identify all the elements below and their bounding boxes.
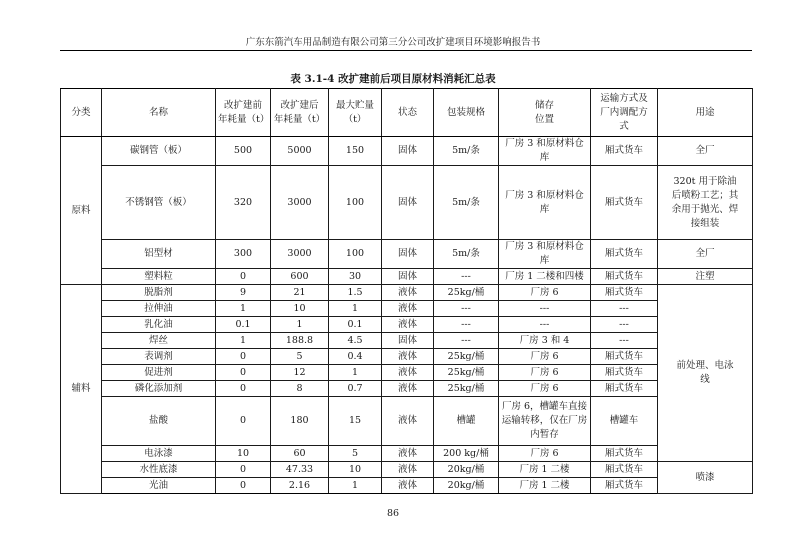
table-row	[61, 269, 753, 285]
table-row	[61, 166, 753, 240]
pack-cell: 200 kg/桶	[434, 446, 499, 462]
name-cell: 盐酸	[102, 397, 216, 446]
before-cell: 10	[216, 446, 271, 462]
location-cell: 厂房 6	[499, 446, 591, 462]
after-cell: 8	[271, 381, 329, 397]
usage-cell: 320t 用于除油 后喷粉工艺；其 余用于抛光、焊 接组装	[658, 166, 753, 240]
table-header-row	[61, 89, 753, 137]
pack-cell: 5m/条	[434, 137, 499, 166]
column-header: 包装规格	[434, 89, 499, 137]
before-cell: 0	[216, 365, 271, 381]
max-cell: 150	[329, 137, 382, 166]
state-cell: 固体	[382, 166, 434, 240]
max-cell: 30	[329, 269, 382, 285]
pack-cell: 25kg/桶	[434, 381, 499, 397]
pack-cell: 5m/条	[434, 240, 499, 269]
location-cell: 厂房 3 和原材料仓库	[499, 166, 591, 240]
transport-cell: 厢式货车	[591, 446, 658, 462]
before-cell: 0	[216, 462, 271, 478]
location-cell: 厂房 3 和原材料仓库	[499, 240, 591, 269]
max-cell: 100	[329, 166, 382, 240]
name-cell: 不锈钢管（板）	[102, 166, 216, 240]
name-cell: 乳化油	[102, 317, 216, 333]
before-cell: 500	[216, 137, 271, 166]
transport-cell: 厢式货车	[591, 381, 658, 397]
transport-cell: 厢式货车	[591, 137, 658, 166]
before-cell: 0	[216, 269, 271, 285]
state-cell: 固体	[382, 269, 434, 285]
max-cell: 15	[329, 397, 382, 446]
pack-cell: ---	[434, 269, 499, 285]
table-row	[61, 285, 753, 301]
table-row	[61, 240, 753, 269]
transport-cell: 槽罐车	[591, 397, 658, 446]
column-header: 最大贮量 （t）	[329, 89, 382, 137]
document-header: 广东东箭汽车用品制造有限公司第三分公司改扩建项目环境影响报告书	[245, 37, 541, 48]
table-caption: 表 3.1-4 改扩建前后项目原材料消耗汇总表	[290, 73, 496, 85]
name-cell: 表调剂	[102, 349, 216, 365]
state-cell: 液体	[382, 301, 434, 317]
table-row	[61, 381, 753, 397]
pack-cell: 20kg/桶	[434, 462, 499, 478]
pack-cell: 20kg/桶	[434, 478, 499, 494]
state-cell: 液体	[382, 317, 434, 333]
name-cell: 塑料粒	[102, 269, 216, 285]
transport-cell: 厢式货车	[591, 269, 658, 285]
max-cell: 1	[329, 478, 382, 494]
after-cell: 47.33	[271, 462, 329, 478]
transport-cell: ---	[591, 301, 658, 317]
pack-cell: 槽罐	[434, 397, 499, 446]
name-cell: 电泳漆	[102, 446, 216, 462]
name-cell: 铝型材	[102, 240, 216, 269]
transport-cell: ---	[591, 333, 658, 349]
column-header: 运输方式及 厂内调配方 式	[591, 89, 658, 137]
transport-cell: 厢式货车	[591, 240, 658, 269]
usage-cell: 喷漆	[658, 462, 753, 494]
max-cell: 1	[329, 301, 382, 317]
location-cell: ---	[499, 301, 591, 317]
after-cell: 188.8	[271, 333, 329, 349]
transport-cell: 厢式货车	[591, 166, 658, 240]
after-cell: 12	[271, 365, 329, 381]
name-cell: 磷化添加剂	[102, 381, 216, 397]
max-cell: 0.1	[329, 317, 382, 333]
after-cell: 1	[271, 317, 329, 333]
usage-cell: 前处理、电泳 线	[658, 285, 753, 462]
after-cell: 3000	[271, 240, 329, 269]
location-cell: 厂房 1 二楼	[499, 462, 591, 478]
location-cell: 厂房 1 二楼	[499, 478, 591, 494]
transport-cell: 厢式货车	[591, 462, 658, 478]
before-cell: 320	[216, 166, 271, 240]
pack-cell: 25kg/桶	[434, 365, 499, 381]
column-header: 改扩建后 年耗量（t）	[271, 89, 329, 137]
max-cell: 1.5	[329, 285, 382, 301]
table-row	[61, 397, 753, 446]
after-cell: 60	[271, 446, 329, 462]
table-row	[61, 478, 753, 494]
pack-cell: ---	[434, 301, 499, 317]
column-header: 状态	[382, 89, 434, 137]
state-cell: 液体	[382, 349, 434, 365]
column-header: 名称	[102, 89, 216, 137]
column-header: 储存 位置	[499, 89, 591, 137]
location-cell: ---	[499, 317, 591, 333]
max-cell: 0.4	[329, 349, 382, 365]
after-cell: 2.16	[271, 478, 329, 494]
before-cell: 1	[216, 333, 271, 349]
column-header: 改扩建前 年耗量（t）	[216, 89, 271, 137]
column-header: 分类	[61, 89, 102, 137]
name-cell: 碳钢管（板）	[102, 137, 216, 166]
after-cell: 21	[271, 285, 329, 301]
name-cell: 拉伸油	[102, 301, 216, 317]
transport-cell: 厢式货车	[591, 365, 658, 381]
location-cell: 厂房 6，槽罐车直接 运输转移，仅在厂房 内暂存	[499, 397, 591, 446]
table-row	[61, 333, 753, 349]
pack-cell: 25kg/桶	[434, 349, 499, 365]
location-cell: 厂房 3 和原材料仓库	[499, 137, 591, 166]
table-row	[61, 462, 753, 478]
table-row	[61, 317, 753, 333]
transport-cell: 厢式货车	[591, 285, 658, 301]
after-cell: 5	[271, 349, 329, 365]
usage-cell: 全厂	[658, 137, 753, 166]
materials-table	[60, 88, 753, 494]
location-cell: 厂房 6	[499, 381, 591, 397]
max-cell: 10	[329, 462, 382, 478]
table-row	[61, 137, 753, 166]
before-cell: 9	[216, 285, 271, 301]
location-cell: 厂房 6	[499, 285, 591, 301]
state-cell: 液体	[382, 446, 434, 462]
max-cell: 1	[329, 365, 382, 381]
after-cell: 3000	[271, 166, 329, 240]
name-cell: 焊丝	[102, 333, 216, 349]
after-cell: 5000	[271, 137, 329, 166]
state-cell: 液体	[382, 478, 434, 494]
category-cell: 原料	[61, 137, 102, 285]
before-cell: 300	[216, 240, 271, 269]
max-cell: 100	[329, 240, 382, 269]
location-cell: 厂房 6	[499, 349, 591, 365]
name-cell: 脱脂剂	[102, 285, 216, 301]
state-cell: 液体	[382, 381, 434, 397]
usage-cell: 全厂	[658, 240, 753, 269]
max-cell: 4.5	[329, 333, 382, 349]
column-header: 用途	[658, 89, 753, 137]
before-cell: 1	[216, 301, 271, 317]
before-cell: 0.1	[216, 317, 271, 333]
state-cell: 液体	[382, 462, 434, 478]
pack-cell: 5m/条	[434, 166, 499, 240]
transport-cell: ---	[591, 317, 658, 333]
page-number: 86	[386, 508, 400, 519]
state-cell: 固体	[382, 333, 434, 349]
name-cell: 水性底漆	[102, 462, 216, 478]
max-cell: 5	[329, 446, 382, 462]
state-cell: 液体	[382, 397, 434, 446]
state-cell: 液体	[382, 365, 434, 381]
before-cell: 0	[216, 397, 271, 446]
name-cell: 促进剂	[102, 365, 216, 381]
location-cell: 厂房 1 二楼和四楼	[499, 269, 591, 285]
table-row	[61, 301, 753, 317]
category-cell: 辅料	[61, 285, 102, 494]
before-cell: 0	[216, 349, 271, 365]
before-cell: 0	[216, 381, 271, 397]
pack-cell: ---	[434, 317, 499, 333]
transport-cell: 厢式货车	[591, 478, 658, 494]
location-cell: 厂房 6	[499, 365, 591, 381]
after-cell: 600	[271, 269, 329, 285]
table-row	[61, 365, 753, 381]
table-row	[61, 446, 753, 462]
before-cell: 0	[216, 478, 271, 494]
state-cell: 固体	[382, 137, 434, 166]
header-rule	[60, 50, 752, 51]
transport-cell: 厢式货车	[591, 349, 658, 365]
pack-cell: ---	[434, 333, 499, 349]
state-cell: 固体	[382, 240, 434, 269]
state-cell: 液体	[382, 285, 434, 301]
location-cell: 厂房 3 和 4	[499, 333, 591, 349]
usage-cell: 注塑	[658, 269, 753, 285]
name-cell: 光油	[102, 478, 216, 494]
after-cell: 180	[271, 397, 329, 446]
after-cell: 10	[271, 301, 329, 317]
table-row	[61, 349, 753, 365]
pack-cell: 25kg/桶	[434, 285, 499, 301]
max-cell: 0.7	[329, 381, 382, 397]
